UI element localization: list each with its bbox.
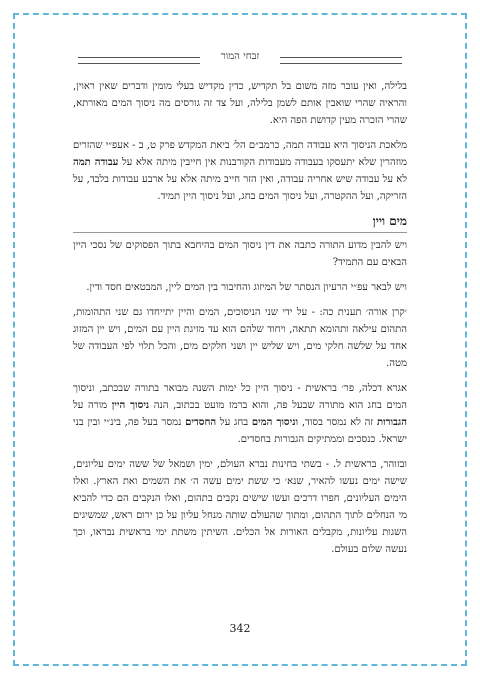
paragraph: ובזוהר, בראשית ל. - בשתי בחינות נברא העולם, ימין ושמאל של ששה ימים עליונים, שישה ימים נעשו להאיר, שנא׳ כי ששת ימים עשה ה׳ את השמים ואת הארץ. ואלו הימים העליונים, חפרו דרכים ועשו שישים נקבים בתהום, ואלו הנקבים הם כדי להביא מי הנחלים לתוך התהום, ומתוך שהעולם שותה מנחל עליון על כן ירום ראש, שמשיגים השגות עליונות, מקבלים האורות אל הכלים. השיתין משתת ימי בראשית נבראו, וכך נעשה שלום בעולם. (73, 459, 407, 555)
page-body (73, 78, 407, 566)
header-rule-right (280, 57, 402, 64)
text-run: מורה על (73, 400, 112, 411)
paragraph (73, 380, 407, 448)
paragraph (73, 137, 407, 205)
text-run: מלאכת הניסוך היא עבודה תמה, כרמב״ם הל׳ ביאת המקדש פרק ט, ב - אעפ״י שהזרים מוזהרין שלא יתעסקו בעבודה מעבודות הקורבנות אין חייבין מיתה אלא על (73, 140, 407, 168)
text-run: זה לא נמסר בסוד, (298, 417, 377, 428)
section-heading: מים ויין (73, 213, 407, 233)
bold-term: החסדים (185, 417, 217, 428)
text-run: אגרא דכלה, פר׳ בראשית - ניסוך היין כל ימות השנה מבואר בתורה שבכתב, וניסוך המים בחג הוא מתורה שבעל פה, והוא ברמז מועט בכתוב, הנה (73, 383, 407, 411)
text-run: לא על עבודה שיש אחריה עבודה, ואין הזר חייב מיתה אלא על ארבע עבודות בלבד, על הזריקה, ועל ההקטרה, ועל ניסוך המים בחג, ועל ניסוך היין תמיד. (73, 174, 407, 202)
page-number: 342 (229, 622, 251, 635)
bold-term: הגבורות (376, 417, 407, 428)
header-title: זבחי המור (220, 51, 260, 62)
text-run: נמסר בעל פה, בינ״י ובין בני ישראל. כנסכים וממתיקים הגבורות בחסדים. (73, 417, 407, 445)
bold-term: וניסוך המים (251, 417, 299, 428)
paragraph: בלילה, ואין עובר מזה משום בל תקדיש, כדין מקדיש בעלי מומין ודברים שאין ראוין, והראיה שהרי שואבין אותם לשמן בלילה, ועל צד זה גורסים מה ניסוך המים מאורתא, שהרי הזכרה מעין קדושת הפה היא. (73, 81, 407, 126)
bold-term: עבודה תמה (73, 157, 119, 168)
paragraph: ׳קרן אורה׳ תענית כה: - על ידי שני הניסוכים, המים והיין יתייחדו גם שני התהומות, התהום עילאה ותהומא תתאה, ויחוד שלהם הוא עד מזיגת היין עם המים, ויש יין המזוג אחד על שלשה חלקי מים, ויש שליש יין ושני חלקים מים, והכל תלוי לפי העבודה של מטה. (73, 307, 407, 369)
bold-term: ניסוך היין (111, 400, 150, 411)
paragraph: ויש להבין מדוע התורה כתבה את דין ניסוך המים בהיחבא בתוך הפסוקים של נסכי היין הבאים עם התמיד? (73, 240, 407, 268)
text-run: בחג על (216, 417, 252, 428)
running-header (78, 48, 402, 70)
paragraph: ויש לבאר עפ״י הרעיון הנסתר של המיזוג והחיבור בין המים ליין, המבטאים חסד ודין. (86, 282, 407, 293)
